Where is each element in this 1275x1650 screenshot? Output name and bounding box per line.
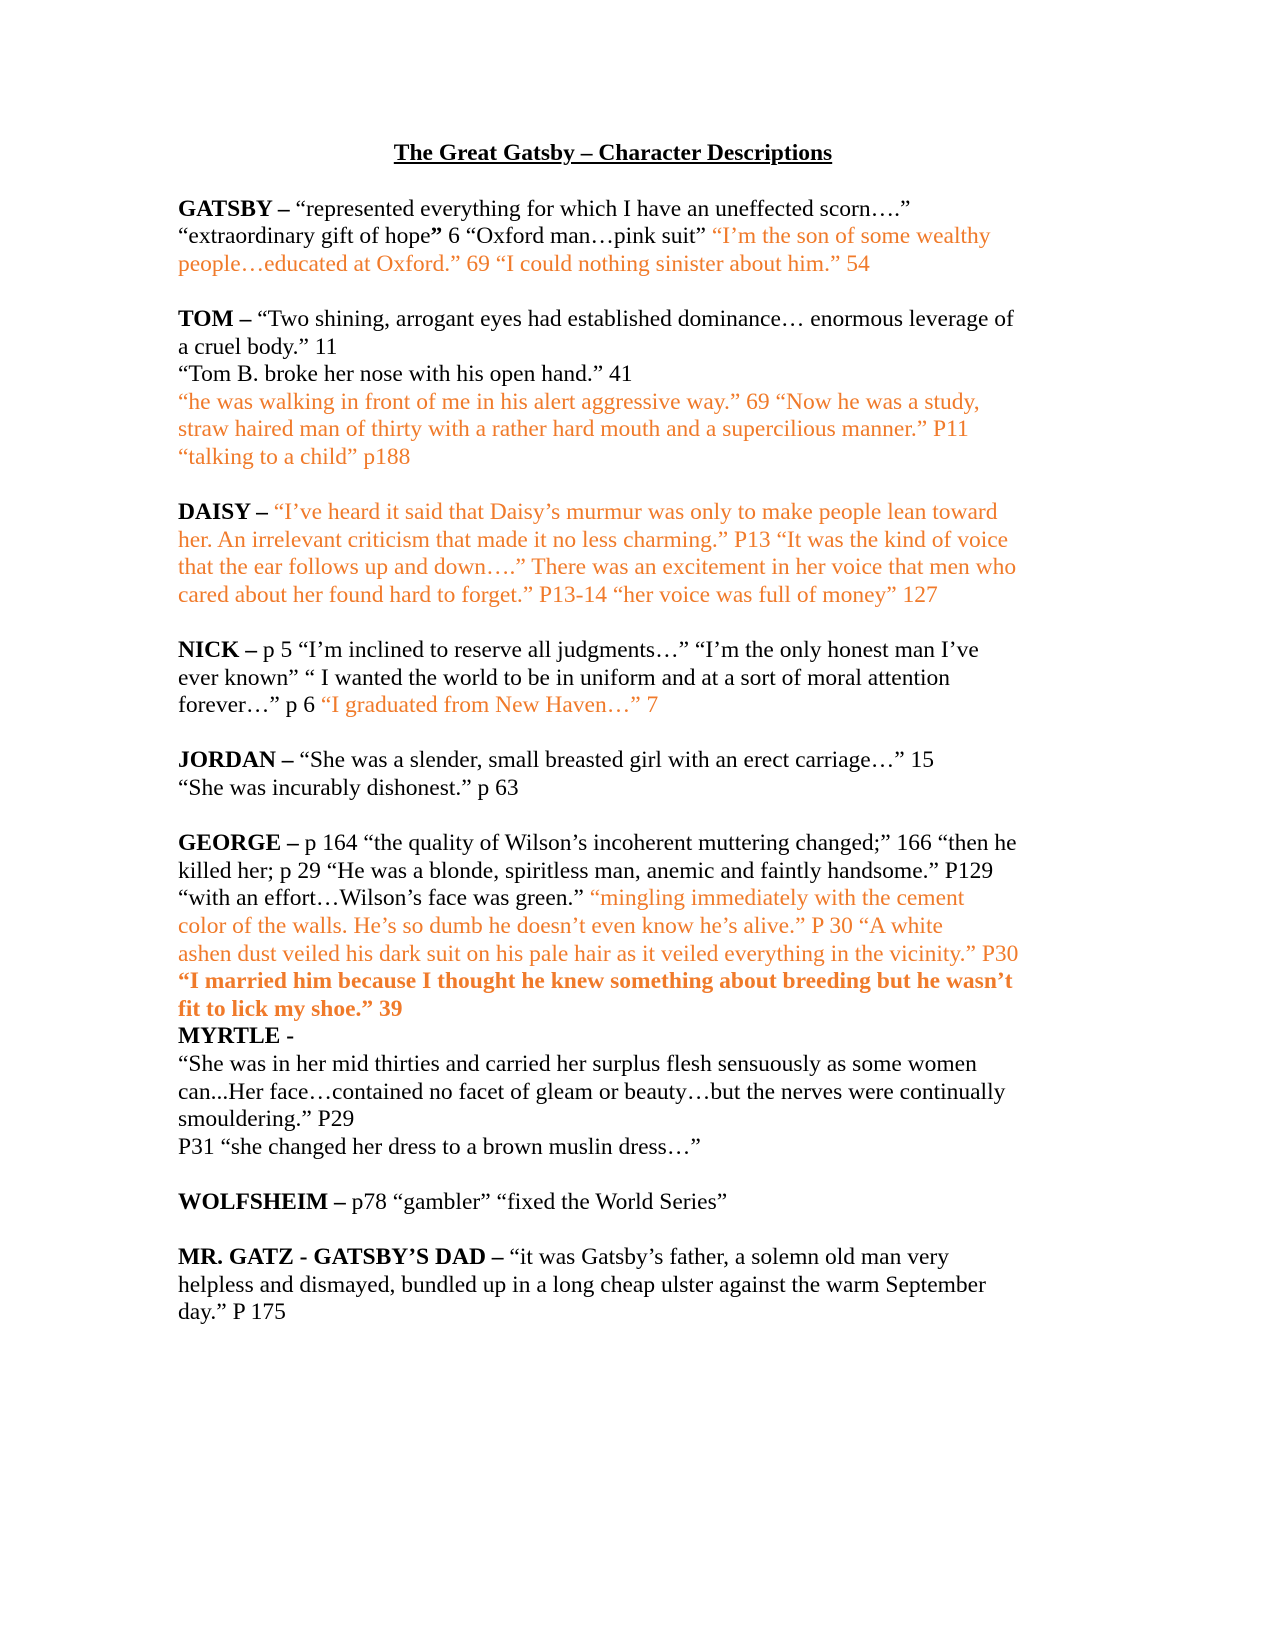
highlighted-quote-bold: fit to lick my shoe.” 39 (178, 995, 403, 1022)
highlighted-quote-bold: “I married him because I thought he knew something about breeding but he wasn’t (178, 968, 1013, 995)
quote-text: “it was Gatsby’s father, a solemn old man very (509, 1244, 949, 1271)
quote-text: p 164 “the quality of Wilson’s incoherent muttering changed;” 166 “then he (304, 830, 1017, 857)
page-title: The Great Gatsby – Character Descriptions (393, 140, 833, 166)
highlighted-quote: “he was walking in front of me in his alert aggressive way.” 69 “Now he was a study, (178, 388, 980, 415)
quote-text: p 5 “I’m inclined to reserve all judgments…” “I’m the only honest man I’ve (262, 637, 979, 664)
highlighted-quote: “I’ve heard it said that Daisy’s murmur was only to make people lean toward (273, 499, 998, 526)
quote-text: “She was incurably dishonest.” p 63 (178, 775, 519, 802)
entry-gatsby (178, 196, 1048, 279)
character-name: JORDAN – (178, 747, 300, 774)
highlighted-quote: color of the walls. He’s so dumb he doesn’t even know he’s alive.” P 30 “A white (178, 913, 943, 940)
entry-myrtle (178, 1023, 1048, 1161)
entry-line (178, 637, 1048, 665)
highlighted-quote: “I graduated from New Haven…” 7 (320, 692, 659, 719)
entry-jordan (178, 747, 1048, 802)
quote-text: “Two shining, arrogant eyes had established dominance… enormous leverage of (257, 305, 1014, 332)
entry-line (178, 1189, 1048, 1217)
entry-line (178, 223, 1048, 251)
entry-line (178, 1244, 1048, 1272)
highlighted-quote: “talking to a child” p188 (178, 443, 411, 470)
character-name: GEORGE – (178, 830, 305, 857)
entry-tom (178, 306, 1048, 472)
highlighted-quote: that the ear follows up and down….” There was an excitement in her voice that men who (178, 554, 1017, 581)
quote-text: smouldering.” P29 (178, 1106, 355, 1133)
quote-text: “represented everything for which I have an uneffected scorn….” (295, 195, 911, 222)
quote-text: “She was in her mid thirties and carried her surplus flesh sensuously as some women (178, 1051, 977, 1077)
quote-text: p78 “gambler” “fixed the World Series” (351, 1188, 728, 1215)
quote-text: “with an effort…Wilson’s face was green.” (178, 885, 590, 912)
highlighted-quote: “mingling immediately with the cement (589, 885, 965, 912)
quote-text: ever known” “ I wanted the world to be in uniform and at a sort of moral attention (178, 664, 951, 691)
entry-line (178, 692, 1048, 720)
quote-text: “She was a slender, small breasted girl with an erect carriage…” 15 (299, 747, 935, 774)
quote-text: a cruel body.” 11 (178, 333, 338, 360)
quote-text: day.” P 175 (178, 1299, 286, 1326)
character-name: MR. GATZ - GATSBY’S DAD – (178, 1244, 510, 1271)
quote-text: ” (430, 223, 443, 250)
quote-text: 6 “Oxford man…pink suit” (442, 223, 712, 250)
entry-line (178, 830, 1048, 858)
character-name: GATSBY – (178, 195, 296, 222)
highlighted-quote: her. An irrelevant criticism that made it no less charming.” P13 “It was the kind of voice (178, 526, 1009, 553)
highlighted-quote: straw haired man of thirty with a rather hard mouth and a supercilious manner.” P11 (178, 416, 969, 443)
character-name: WOLFSHEIM – (178, 1188, 352, 1215)
highlighted-quote: ashen dust veiled his dark suit on his pale hair as it veiled everything in the vicinity.” P30 (178, 940, 1019, 967)
character-name: DAISY – (178, 499, 274, 526)
quote-text: can...Her face…contained no facet of gleam or beauty…but the nerves were continually (178, 1078, 1006, 1105)
entry-gatz (178, 1244, 1048, 1327)
character-name: NICK – (178, 637, 263, 664)
entry-line (178, 885, 1048, 913)
document-page (178, 140, 1048, 1355)
entry-line (178, 306, 1048, 334)
entry-line (178, 747, 1048, 775)
entry-line (178, 196, 1048, 224)
character-name: TOM – (178, 305, 258, 332)
highlighted-quote: cared about her found hard to forget.” P13-14 “her voice was full of money” 127 (178, 581, 938, 608)
character-name: MYRTLE - (178, 1023, 295, 1050)
entry-wolfsheim (178, 1189, 1048, 1217)
highlighted-quote: “I’m the son of some wealthy (711, 223, 991, 250)
quote-text: killed her; p 29 “He was a blonde, spiritless man, anemic and faintly handsome.” P129 (178, 857, 994, 884)
entry-george (178, 830, 1048, 1023)
quote-text: “extraordinary gift of hope (178, 223, 431, 250)
quote-text: “Tom B. broke her nose with his open hand.” 41 (178, 361, 633, 388)
quote-text: P31 “she changed her dress to a brown muslin dress…” (178, 1133, 701, 1160)
quote-text: forever…” p 6 (178, 692, 321, 719)
highlighted-quote: people…educated at Oxford.” 69 “I could nothing sinister about him.” 54 (178, 250, 870, 277)
entry-nick (178, 637, 1048, 720)
entry-line (178, 499, 1048, 527)
quote-text: helpless and dismayed, bundled up in a long cheap ulster against the warm September (178, 1271, 986, 1298)
entry-daisy (178, 499, 1048, 609)
